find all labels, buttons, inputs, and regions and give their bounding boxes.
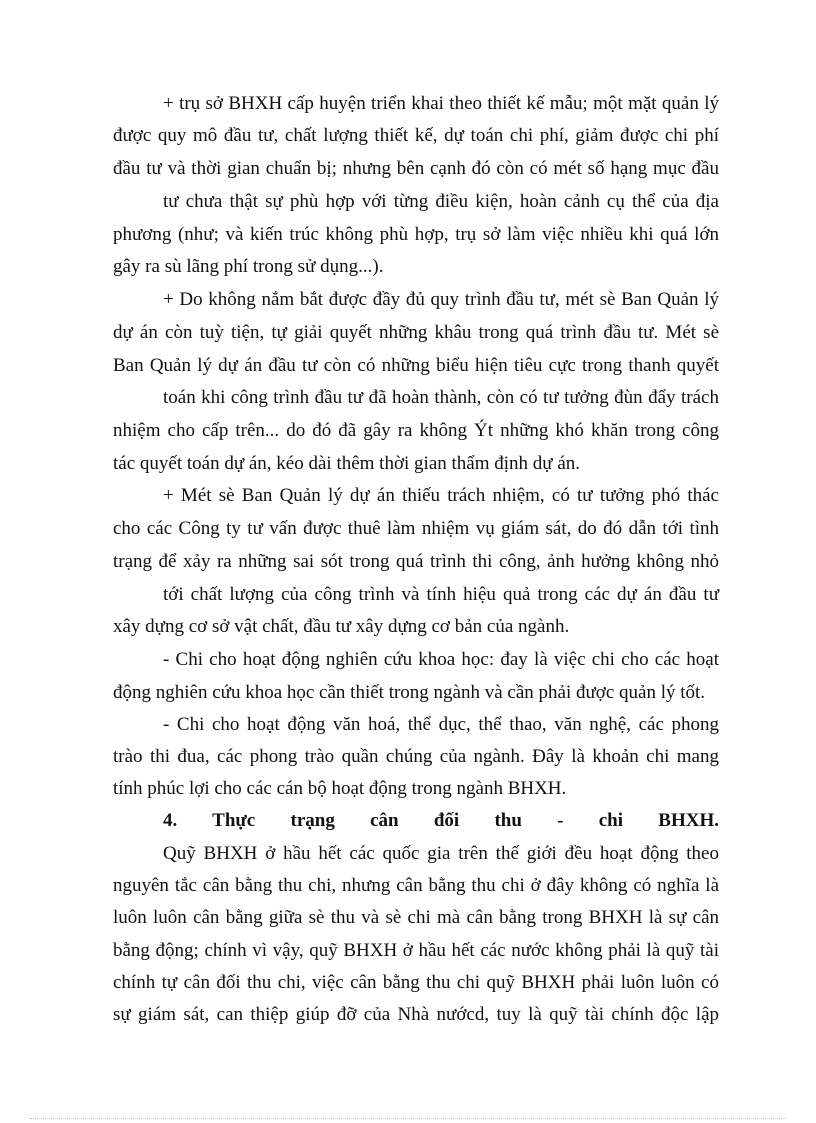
text-line: luôn luôn cân bằng giữa sè thu và sè chi mà cân bằng trong BHXH là sự cân xyxy=(113,907,719,928)
text-line: sự giám sát, can thiệp giúp đỡ của Nhà nướcd, tuy là quỹ tài chính độc lập xyxy=(113,1004,719,1025)
text-line: trạng để xảy ra những sai sót trong quá trình thi công, ảnh hưởng không nhỏ xyxy=(113,551,719,572)
text-line: gây ra sù lãng phí trong sử dụng...). xyxy=(113,256,384,277)
text-line: chính tự cân đối thu chi, việc cân bằng thu chi quỹ BHXH phải luôn luôn có xyxy=(113,972,719,993)
text-line: + trụ sở BHXH cấp huyện triển khai theo thiết kế mẫu; một mặt quản lý xyxy=(163,93,719,114)
text-line: trào thi đua, các phong trào quần chúng của ngành. Đây là khoản chi mang xyxy=(113,746,719,767)
text-line: - Chi cho hoạt động nghiên cứu khoa học: đay là việc chi cho các hoạt xyxy=(163,649,719,670)
text-line: tác quyết toán dự án, kéo dài thêm thời gian thẩm định dự án. xyxy=(113,453,581,474)
text-line: tới chất lượng của công trình và tính hiệu quả trong các dự án đầu tư xyxy=(163,584,719,605)
text-line: nguyên tắc cân bằng thu chi, nhưng cân bằng thu chi ở đây không có nghĩa là xyxy=(113,875,719,896)
text-line: động nghiên cứu khoa học cần thiết trong ngành và cần phải được quản lý tốt. xyxy=(113,682,706,703)
text-line: được quy mô đầu tư, chất lượng thiết kế, dự toán chi phí, giảm được chi phí xyxy=(113,125,719,146)
text-line: - Chi cho hoạt động văn hoá, thể dục, thể thao, văn nghệ, các phong xyxy=(163,714,719,735)
text-line: phương (như; và kiến trúc không phù hợp, trụ sở làm việc nhiều khi quá lớn xyxy=(113,224,719,245)
text-line: Ban Quản lý dự án đầu tư còn có những biểu hiện tiêu cực trong thanh quyết xyxy=(113,355,719,376)
text-line: Quỹ BHXH ở hầu hết các quốc gia trên thế giới đều hoạt động theo xyxy=(163,843,719,864)
text-line: + Mét sè Ban Quản lý dự án thiếu trách nhiệm, có tư tưởng phó thác xyxy=(163,485,719,506)
page-bottom-divider xyxy=(30,1118,786,1119)
text-line: cho các Công ty tư vấn được thuê làm nhiệm vụ giám sát, do đó dẫn tới tình xyxy=(113,518,719,539)
text-line: xây dựng cơ sở vật chất, đầu tư xây dựng cơ bản của ngành. xyxy=(113,616,570,637)
text-line: + Do không nắm bắt được đầy đủ quy trình đầu tư, mét sè Ban Quản lý xyxy=(163,289,719,310)
text-line: toán khi công trình đầu tư đã hoàn thành, còn có tư tưởng đùn đẩy trách xyxy=(163,387,719,408)
text-line: bằng động; chính vì vậy, quỹ BHXH ở hầu hết các nước không phải là quỹ tài xyxy=(113,940,719,961)
text-line: tư chưa thật sự phù hợp với từng điều kiện, hoàn cảnh cụ thể của địa xyxy=(163,191,719,212)
text-line: nhiệm cho cấp trên... do đó đã gây ra không Ýt những khó khăn trong công xyxy=(113,420,719,441)
text-line: đầu tư và thời gian chuẩn bị; nhưng bên cạnh đó còn có mét số hạng mục đầu xyxy=(113,158,719,179)
section-heading: 4. Thực trạng cân đối thu - chi BHXH. xyxy=(163,810,719,831)
text-line: dự án còn tuỳ tiện, tự giải quyết những khâu trong quá trình đầu tư. Mét sè xyxy=(113,322,719,343)
text-line: tính phúc lợi cho các cán bộ hoạt động trong ngành BHXH. xyxy=(113,778,567,799)
